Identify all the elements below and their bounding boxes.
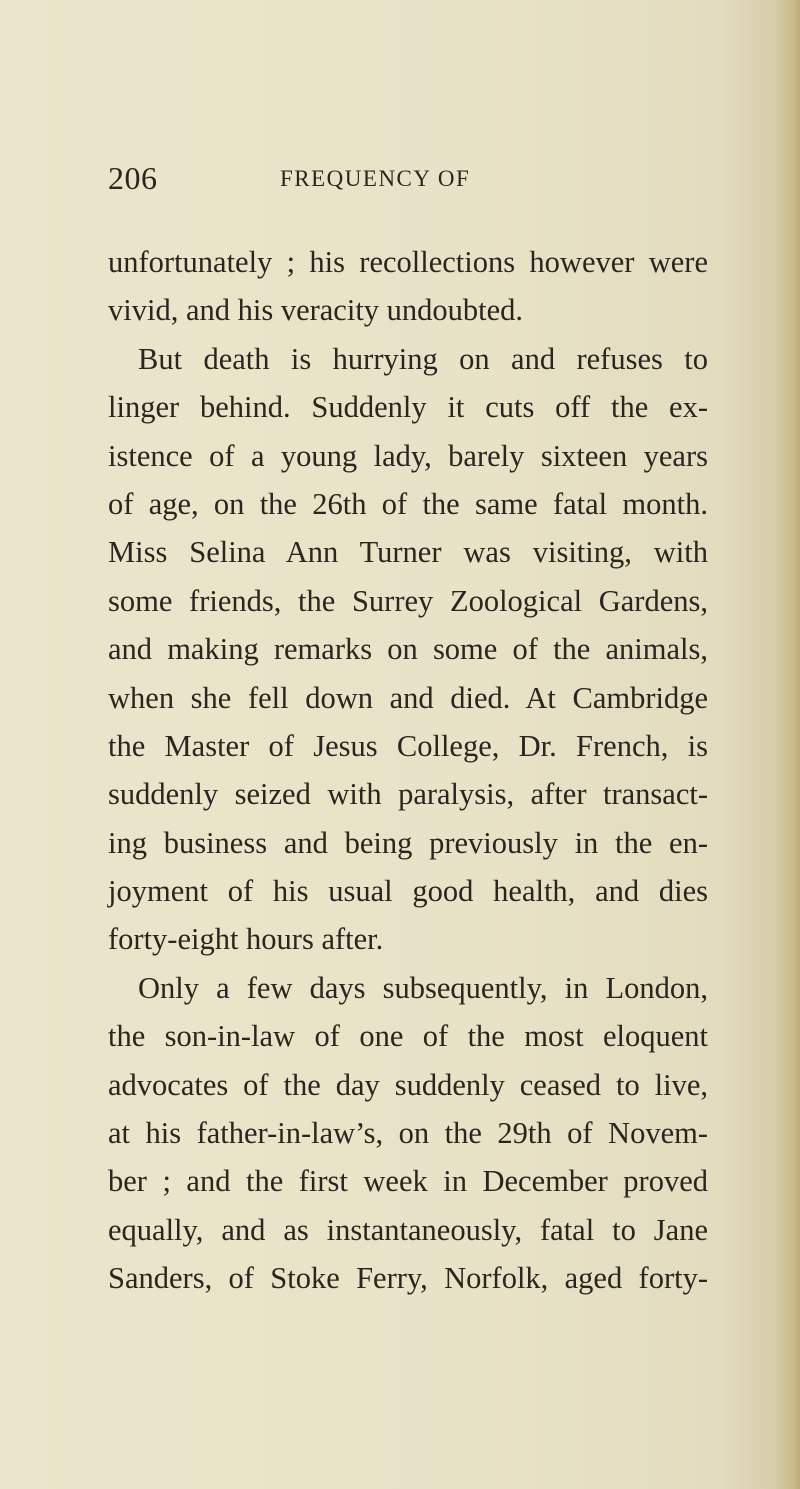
text-line: Sanders, of Stoke Ferry, Norfolk, aged forty- <box>108 1261 708 1296</box>
text-line: But death is hurrying on and refuses to <box>138 341 708 376</box>
text-line: linger behind. Suddenly it cuts off the ex- <box>108 390 708 425</box>
text-line: the son-in-law of one of the most eloquent <box>108 1019 708 1054</box>
text-line: advocates of the day suddenly ceased to live, <box>108 1067 708 1102</box>
text-line: when she fell down and died. At Cambridge <box>108 680 708 715</box>
text-line: equally, and as instantaneously, fatal to Jane <box>108 1212 708 1247</box>
text-line: suddenly seized with paralysis, after transact- <box>108 777 708 812</box>
text-line: the Master of Jesus College, Dr. French, is <box>108 728 708 763</box>
text-line: joyment of his usual good health, and dies <box>108 874 708 909</box>
body-text <box>108 238 708 1303</box>
text-line: ber ; and the first week in December proved <box>108 1164 708 1199</box>
page-number: 206 <box>108 160 158 196</box>
text-line: of age, on the 26th of the same fatal month. <box>108 486 708 521</box>
text-line: istence of a young lady, barely sixteen years <box>108 438 708 473</box>
text-line: Miss Selina Ann Turner was visiting, with <box>108 535 708 570</box>
page-edge-shadow <box>776 0 800 1489</box>
text-line: ing business and being previously in the en- <box>108 825 708 860</box>
running-title: FREQUENCY OF <box>280 166 471 191</box>
text-line: and making remarks on some of the animals, <box>108 632 708 667</box>
text-line: unfortunately ; his recollections however were <box>108 245 708 279</box>
text-line: some friends, the Surrey Zoological Gardens, <box>108 583 708 618</box>
text-line: vivid, and his veracity undoubted. <box>108 293 524 328</box>
text-line: Only a few days subsequently, in London, <box>138 970 708 1005</box>
text-line: forty-eight hours after. <box>108 922 384 957</box>
running-head <box>108 160 698 200</box>
text-line: at his father-in-law’s, on the 29th of Novem- <box>108 1116 708 1151</box>
